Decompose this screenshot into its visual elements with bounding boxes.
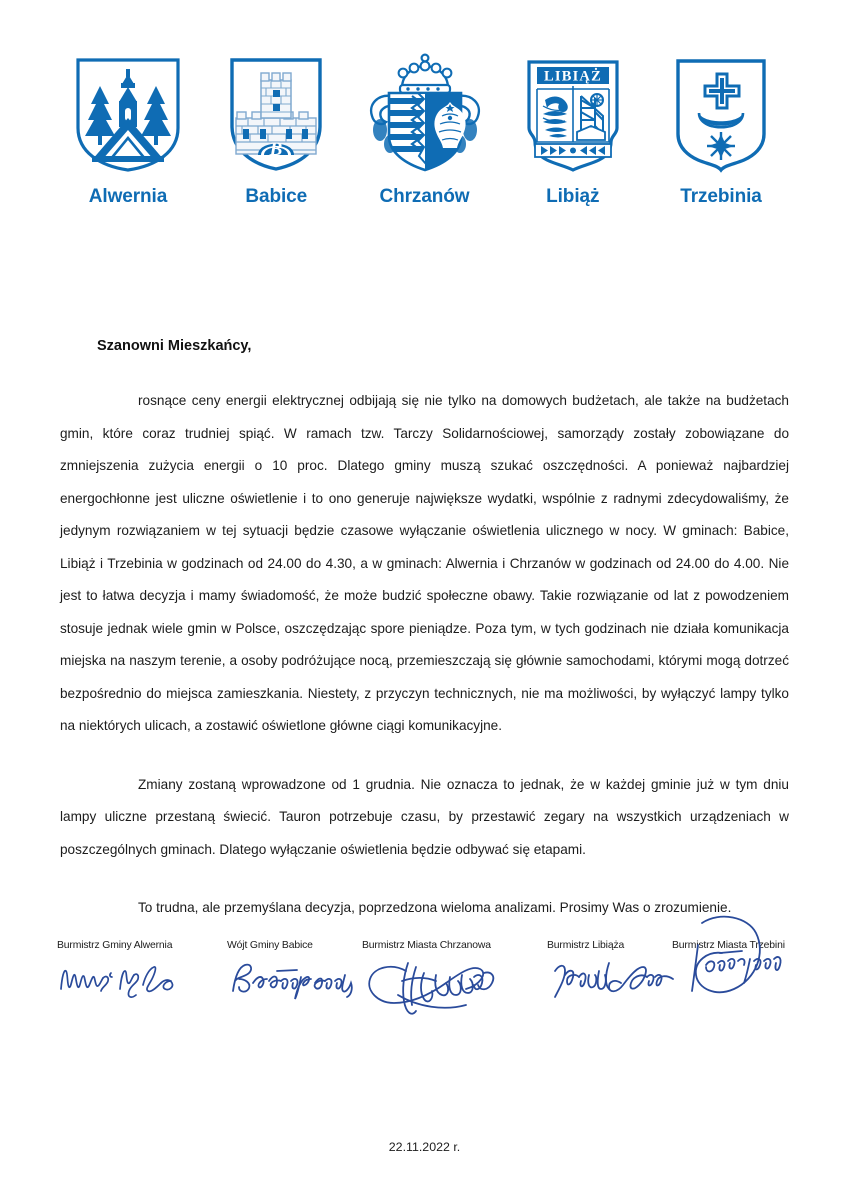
coat-of-arms-chrzanow-icon xyxy=(362,52,488,174)
letter-paragraph-3: To trudna, ale przemyślana decyzja, poprzedzona wieloma analizami. Prosimy Was o zrozumienie. xyxy=(138,900,732,915)
crest-label-libiaz: Libiąż xyxy=(546,186,600,207)
coat-of-arms-babice-icon xyxy=(228,52,324,174)
crest-label-alwernia: Alwernia xyxy=(88,186,168,207)
signature-block-babice xyxy=(227,940,367,1013)
signature-block-libiaz xyxy=(547,940,687,1013)
crest-label-trzebinia: Trzebinia xyxy=(680,186,762,207)
letter-paragraph-2: Zmiany zostaną wprowadzone od 1 grudnia. Nie oznacza to jednak, że w każdej gminie już w tym dniu lampy uliczne przestaną świecić. Tauron potrzebuje czasu, by przestawić zegary na wszystkich urządzeniach w poszczególnych gminach. Dlatego wyłączanie oświetlenia będzie odbywać się etapami. xyxy=(60,776,789,857)
signature-title-trzebinia: Burmistrz Miasta Trzebini xyxy=(672,940,785,951)
coat-of-arms-libiaz-icon xyxy=(523,52,623,174)
crest-label-chrzanow: Chrzanów xyxy=(379,186,470,207)
svg-text:B: B xyxy=(269,139,283,160)
crest-item-alwernia xyxy=(60,52,196,208)
signature-title-alwernia: Burmistrz Gminy Alwernia xyxy=(57,940,173,951)
coat-of-arms-alwernia-icon xyxy=(74,52,182,174)
signature-block-alwernia xyxy=(57,940,192,1013)
municipality-crest-row xyxy=(60,52,789,208)
coat-of-arms-trzebinia-icon xyxy=(673,52,769,174)
signature-block-trzebinia xyxy=(672,940,802,975)
crest-item-chrzanow xyxy=(357,52,493,208)
letter-paragraph-1: rosnące ceny energii elektrycznej odbijają się nie tylko na domowych budżetach, ale także na budżetach gmin, które coraz trudniej spiąć. W ramach tzw. Tarczy Solidarnościowej, samorządy zostały zobowiązane do zmniejszenia zużycia energii o 10 proc. Dlatego gminy muszą szukać oszczędności. A ponieważ najbardziej energochłonne jest uliczne oświetlenie i to ono generuje największe wydatki, wspólnie z radnymi zdecydowaliśmy, że jedynym rozwiązaniem w tej sytuacji będzie czasowe wyłączanie oświetlenia ulicznego w nocy. W gminach: Babice, Libiąż i Trzebinia w godzinach od 24.00 do 4.30, a w gminach: Alwernia i Chrzanów w godzinach od 24.00 do 4.00. Nie jest to łatwa decyzja i mamy świadomość, że może budzić społeczne obawy. Takie rozwiązanie od lat z powodzeniem stosuje jednak wiele gmin w Polsce, oszczędzając spore pieniądze. Poza tym, w tych godzinach nie działa komunikacja miejska na naszym terenie, a osoby podróżujące nocą, przemieszczają się głównie samochodami, którymi mogą dotrzeć bezpośrednio do miejsca zamieszkania. Niestety, z przyczyn technicznych, nie ma możliwości, by wyłączyć lampy tylko na niektórych ulicach, a zostawić oświetlone główne ciągi komunikacyjne. xyxy=(60,393,789,733)
signature-ink-libiaz xyxy=(547,955,687,1013)
signature-row xyxy=(57,940,795,1020)
signature-ink-chrzanow xyxy=(362,955,527,1013)
svg-text:LIBIĄŻ: LIBIĄŻ xyxy=(543,68,602,85)
crest-item-libiaz xyxy=(505,52,641,208)
letter-salutation: Szanowni Mieszkańcy, xyxy=(97,338,252,354)
signature-ink-babice xyxy=(227,955,367,1013)
signature-ink-alwernia xyxy=(57,955,192,1013)
signature-block-chrzanow xyxy=(362,940,527,1013)
signature-title-chrzanow: Burmistrz Miasta Chrzanowa xyxy=(362,940,491,951)
letter-body xyxy=(60,385,789,925)
crest-label-babice: Babice xyxy=(245,186,308,207)
document-date: 22.11.2022 r. xyxy=(388,1140,461,1154)
signature-title-libiaz: Burmistrz Libiąża xyxy=(547,940,625,951)
crest-item-babice xyxy=(208,52,344,208)
signature-title-babice: Wójt Gminy Babice xyxy=(227,940,313,951)
crest-item-trzebinia xyxy=(653,52,789,208)
